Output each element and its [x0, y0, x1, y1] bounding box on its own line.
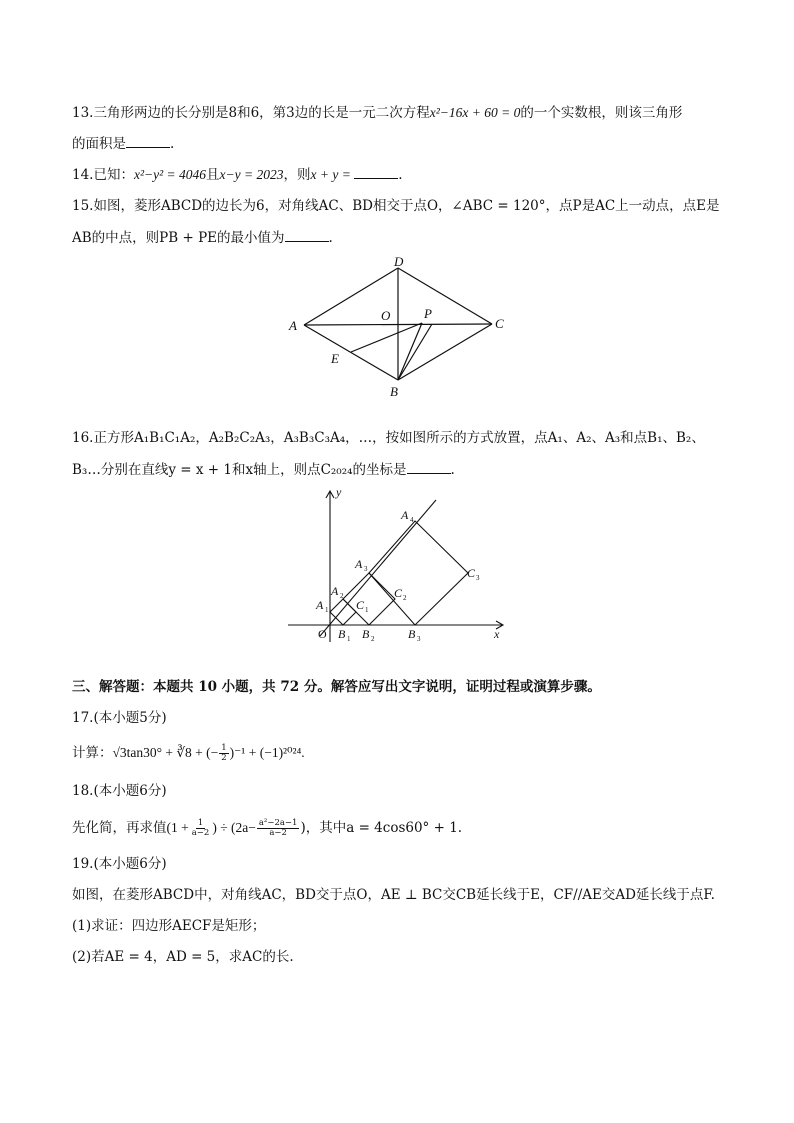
q19-part1: (1)求证：四边形AECF是矩形；: [72, 918, 266, 934]
label-p: P: [424, 306, 432, 321]
q17-expression: [72, 743, 722, 763]
q15-text2: AB的中点，则PB + PE的最小值为: [72, 230, 285, 246]
q18-part2: ) ÷ (2a−: [212, 820, 256, 835]
q18-part3: )，其中a = 4cos60° + 1.: [300, 820, 463, 836]
q13-number: 13.: [72, 105, 94, 121]
label-a2-sub: 2: [340, 592, 344, 600]
q18-f2-num: a²−2a−1: [258, 818, 298, 828]
q18-header: 18.(本小题6分): [72, 783, 167, 799]
label-o: O: [381, 308, 391, 323]
label-b1-sub: 1: [347, 635, 351, 643]
label-c2: C: [394, 586, 403, 600]
label-c3-sub: 3: [476, 574, 480, 582]
q18-lead: 先化简，再求值: [72, 820, 167, 836]
q13-text3: 的面积是: [72, 136, 126, 152]
q15-number: 15.: [72, 198, 94, 214]
label-c3: C: [467, 566, 476, 580]
label-c1: C: [356, 598, 365, 612]
q14-text1: 已知：: [93, 167, 134, 183]
q19-part2: (2)若AE = 4，AD = 5，求AC的长.: [72, 949, 294, 965]
label-a4: A: [401, 508, 409, 522]
q19-text: 如图，在菱形ABCD中，对角线AC，BD交于点O，AE ⊥ BC交CB延长线于E，CF//AE交AD延长线于点F.: [72, 887, 715, 903]
q17-expr2: )⁻¹ + (−1)²⁰²⁴.: [229, 745, 305, 760]
label-b3: B: [408, 627, 416, 641]
q18-f1-num: 1: [197, 818, 204, 828]
q13-text2: 的一个实数根，则该三角形: [520, 105, 683, 121]
q14-eq2: x−y = 2023: [219, 167, 284, 182]
label-d: D: [394, 254, 404, 269]
label-c2-sub: 2: [403, 594, 407, 602]
q14-eq3: x + y =: [310, 167, 355, 182]
label-a: A: [289, 318, 297, 333]
q16-text1: 正方形A₁B₁C₁A₂，A₂B₂C₂A₃，A₃B₃C₃A₄，…，按如图所示的方式放置，点A₁、A₂、A₃和点B₁、B₂、: [93, 430, 705, 446]
q17-frac-den: 2: [221, 753, 227, 763]
q14-text2: 且: [206, 167, 220, 183]
label-c: C: [495, 316, 504, 331]
q18-fraction-2: [257, 819, 300, 838]
q14-end: .: [398, 167, 403, 183]
q13-end: .: [170, 136, 175, 152]
q14-text3: ，则: [283, 167, 311, 183]
label-b1: B: [338, 627, 346, 641]
q17-lead: 计算：: [72, 745, 113, 761]
label-b3-sub: 3: [417, 635, 421, 643]
square-1: [330, 599, 356, 625]
q18-f1-den: a−2: [191, 828, 210, 838]
q17-header: 17.(本小题5分): [72, 710, 167, 726]
label-b: B: [390, 384, 398, 399]
label-a3: A: [355, 557, 363, 571]
q18-expression: [72, 818, 722, 838]
label-x: x: [494, 627, 500, 641]
label-origin: O: [318, 627, 327, 641]
label-a1-sub: 1: [325, 606, 329, 614]
q16-number: 16.: [72, 430, 94, 446]
label-c1-sub: 1: [365, 606, 369, 614]
q19-header: 19.(本小题6分): [72, 856, 167, 872]
label-e: E: [331, 351, 339, 366]
q17-frac-num: 1: [221, 743, 227, 753]
q13-text1: 三角形两边的长分别是8和6，第3边的长是一元二次方程: [93, 105, 430, 121]
q18-f2-den: a−2: [269, 828, 287, 838]
q16-end: .: [450, 462, 455, 478]
label-b2-sub: 2: [371, 635, 375, 643]
q18-fraction-1: [190, 819, 212, 838]
label-y: y: [336, 485, 342, 499]
q15-end: .: [328, 230, 333, 246]
q17-expr: √3tan30° + ∛8 + (−: [112, 745, 219, 760]
q15-text1: 如图，菱形ABCD的边长为6，对角线AC、BD相交于点O，∠ABC = 120°，点P是AC上一动点，点E是: [93, 198, 720, 214]
q13-equation: x²−16x + 60 = 0: [429, 105, 521, 120]
q14-eq1: x²−y² = 4046: [133, 167, 207, 182]
label-a4-sub: 4: [410, 516, 414, 524]
label-a1: A: [316, 598, 324, 612]
label-a3-sub: 3: [364, 565, 368, 573]
q16-text2: B₃…分别在直线y = x + 1和x轴上，则点C₂₀₂₄的坐标是: [72, 462, 407, 478]
q17-fraction: [219, 744, 228, 763]
label-a2: A: [331, 584, 339, 598]
label-b2: B: [362, 627, 370, 641]
q14-number: 14.: [72, 167, 94, 183]
section-3-title: 三、解答题：本题共 10 小题，共 72 分。解答应写出文字说明，证明过程或演算步骤。: [72, 679, 601, 695]
q18-part1: (1 +: [166, 820, 189, 835]
